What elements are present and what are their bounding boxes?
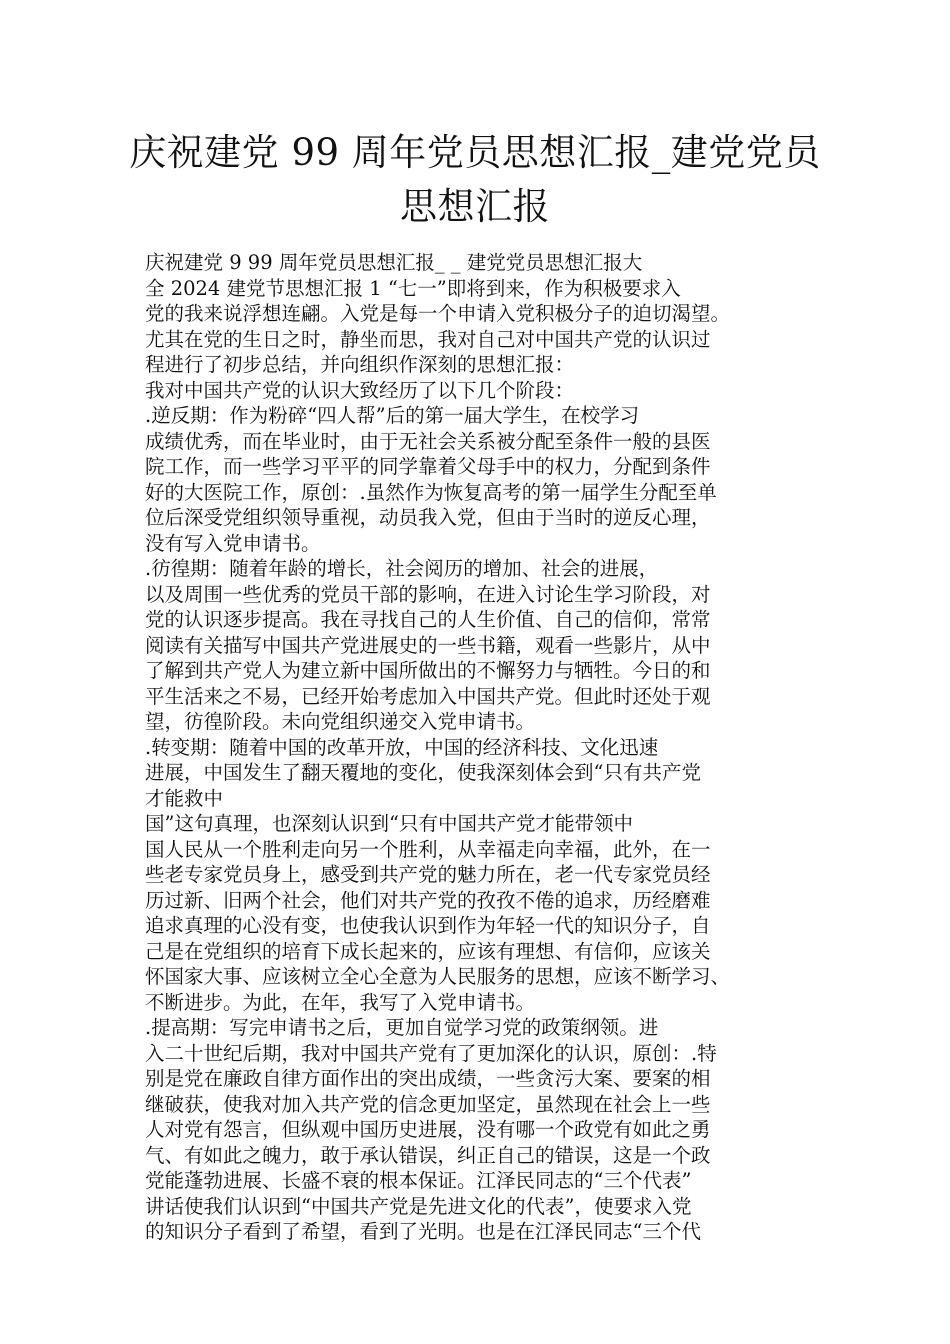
body-line: 人对党有怨言，但纵观中国历史进展，没有哪一个政党有如此之勇: [145, 1118, 711, 1141]
body-line: 党的我来说浮想连翩。入党是每一个申请入党积极分子的迫切渴望。: [145, 302, 731, 325]
document-title: [120, 126, 830, 234]
body-line: 继破获，使我对加入共产党的信念更加坚定，虽然现在社会上一些: [145, 1092, 711, 1116]
title-line: 思想汇报: [400, 185, 550, 228]
body-line: 才能救中: [145, 786, 224, 810]
body-line: 庆祝建党 9 99 周年党员思想汇报_ _ 建党党员思想汇报大: [145, 251, 643, 274]
body-line: 追求真理的心没有变，也使我认识到作为年轻一代的知识分子，自: [145, 914, 711, 937]
body-line: 不断进步。为此，在年，我写了入党申请书。: [145, 990, 536, 1014]
body-line: .彷徨期：随着年龄的增长，社会阅历的增加、社会的进展，: [145, 557, 659, 580]
document-body: [145, 250, 825, 1245]
body-line: 成绩优秀，而在毕业时，由于无社会关系被分配至条件一般的县医: [145, 429, 711, 453]
body-line: 全 2024 建党节思想汇报 1 “七一”即将到来，作为积极要求入: [145, 276, 681, 300]
body-line: 些老专家党员身上，感受到共产党的魅力所在，老一代专家党员经: [145, 863, 711, 886]
body-line: .逆反期：作为粉碎“四人帮”后的第一届大学生，在校学习: [145, 404, 640, 427]
body-line: 历过新、旧两个社会，他们对共产党的孜孜不倦的追求，历经磨难: [145, 888, 711, 912]
body-line: 的知识分子看到了希望，看到了光明。也是在江泽民同志“三个代: [145, 1220, 701, 1243]
body-line: 尤其在党的生日之时，静坐而思，我对自己对中国共产党的认识过: [145, 327, 711, 351]
body-line: 讲话使我们认识到“中国共产党是先进文化的代表”，使要求入党: [145, 1194, 692, 1218]
body-line: 入二十世纪后期，我对中国共产党有了更加深化的认识，原创：.特: [145, 1041, 717, 1065]
body-line: 阅读有关描写中国共产党进展史的一些书籍，观看一些影片，从中: [145, 633, 711, 657]
body-line: 国人民从一个胜利走向另一个胜利，从幸福走向幸福，此外，在一: [145, 837, 711, 861]
body-line: 我对中国共产党的认识大致经历了以下几个阶段：: [145, 378, 575, 402]
body-line: 院工作，而一些学习平平的同学靠着父母手中的权力，分配到条件: [145, 455, 711, 478]
body-line: .提高期：写完申请书之后，更加自觉学习党的政策纲领。进: [145, 1016, 659, 1039]
body-line: 望，彷徨阶段。未向党组织递交入党申请书。: [145, 710, 536, 733]
body-line: 平生活来之不易，已经开始考虑加入中国共产党。但此时还处于观: [145, 684, 711, 708]
body-line: 党能蓬勃进展、长盛不衰的根本保证。江泽民同志的“三个代表”: [145, 1169, 692, 1192]
body-line: 怀国家大事、应该树立全心全意为人民服务的思想，应该不断学习、: [145, 965, 731, 988]
body-line: 没有写入党申请书。: [145, 531, 321, 555]
body-line: 己是在党组织的培育下成长起来的，应该有理想、有信仰，应该关: [145, 939, 711, 963]
body-line: 国”这句真理，也深刻认识到“只有中国共产党才能带领中: [145, 812, 633, 835]
body-line: 别是党在廉政自律方面作出的突出成绩，一些贪污大案、要案的相: [145, 1067, 711, 1090]
body-line: 进展，中国发生了翻天覆地的变化，使我深刻体会到“只有共产党: [145, 761, 701, 784]
title-line: 庆祝建党 99 周年党员思想汇报_建党党员: [129, 131, 821, 174]
body-line: 了解到共产党人为建立新中国所做出的不懈努力与牺牲。今日的和: [145, 659, 711, 682]
body-line: 以及周围一些优秀的党员干部的影响，在进入讨论生学习阶段，对: [145, 582, 711, 606]
body-line: .转变期：随着中国的改革开放，中国的经济科技、文化迅速: [145, 735, 659, 759]
body-line: 程进行了初步总结，并向组织作深刻的思想汇报：: [145, 353, 575, 376]
body-line: 气、有如此之魄力，敢于承认错误，纠正自己的错误，这是一个政: [145, 1143, 711, 1167]
body-line: 党的认识逐步提高。我在寻找自己的人生价值、自己的信仰，常常: [145, 608, 711, 631]
body-line: 位后深受党组织领导重视，动员我入党，但由于当时的逆反心理，: [145, 506, 711, 529]
body-line: 好的大医院工作，原创：.虽然作为恢复高考的第一届学生分配至单: [145, 480, 717, 504]
